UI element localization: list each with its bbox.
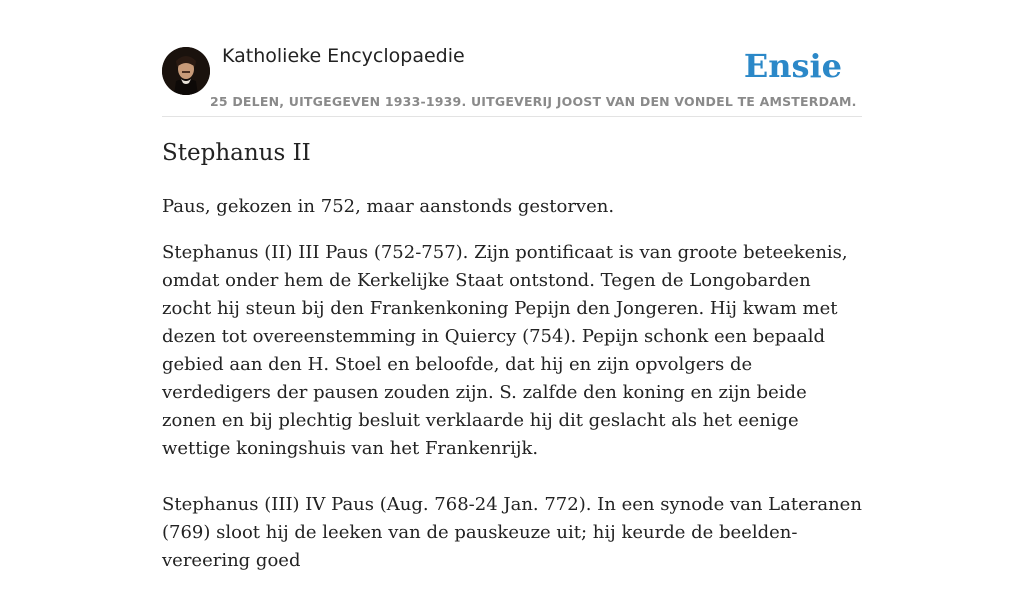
article-summary: Paus, gekozen in 752, maar aanstonds gestorven. [162,196,615,217]
article-title: Stephanus II [162,140,311,166]
portrait-image [162,47,210,95]
site-header [162,0,862,117]
site-subtitle: 25 DELEN, UITGEGEVEN 1933-1939. UITGEVERIJ JOOST VAN DEN VONDEL TE AMSTERDAM. [210,94,857,109]
article-paragraph: Stephanus (III) IV Paus (Aug. 768-24 Jan. 772). In een synode van Lateranen (769) sloot hij de leeken van de pauskeuze uit; hij keurde de beelden-vereering goed [162,494,862,571]
page [162,0,862,571]
site-title[interactable]: Katholieke Encyclopaedie [222,45,465,67]
article-paragraph: Stephanus (II) III Paus (752-757). Zijn pontificaat is van groote beteekenis, omdat onder hem de Kerkelijke Staat ontstond. Tegen de Longobarden zocht hij steun bij den Frankenkoning Pepijn den Jongeren. Hij kwam met dezen tot overeenstemming in Quiercy (754). Pepijn schonk een bepaald gebied aan den H. Stoel en beloofde, dat hij en zijn opvolgers de verdedigers der pausen zouden zijn. S. zalfde den koning en zijn beide zonen en bij plechtig besluit verklaarde hij dit geslacht als het eenige wettige koningshuis van het Frankenrijk. [162,242,848,459]
article-body [162,239,862,603]
avatar[interactable] [162,47,210,95]
ensie-logo-link[interactable]: Ensie [743,47,842,85]
